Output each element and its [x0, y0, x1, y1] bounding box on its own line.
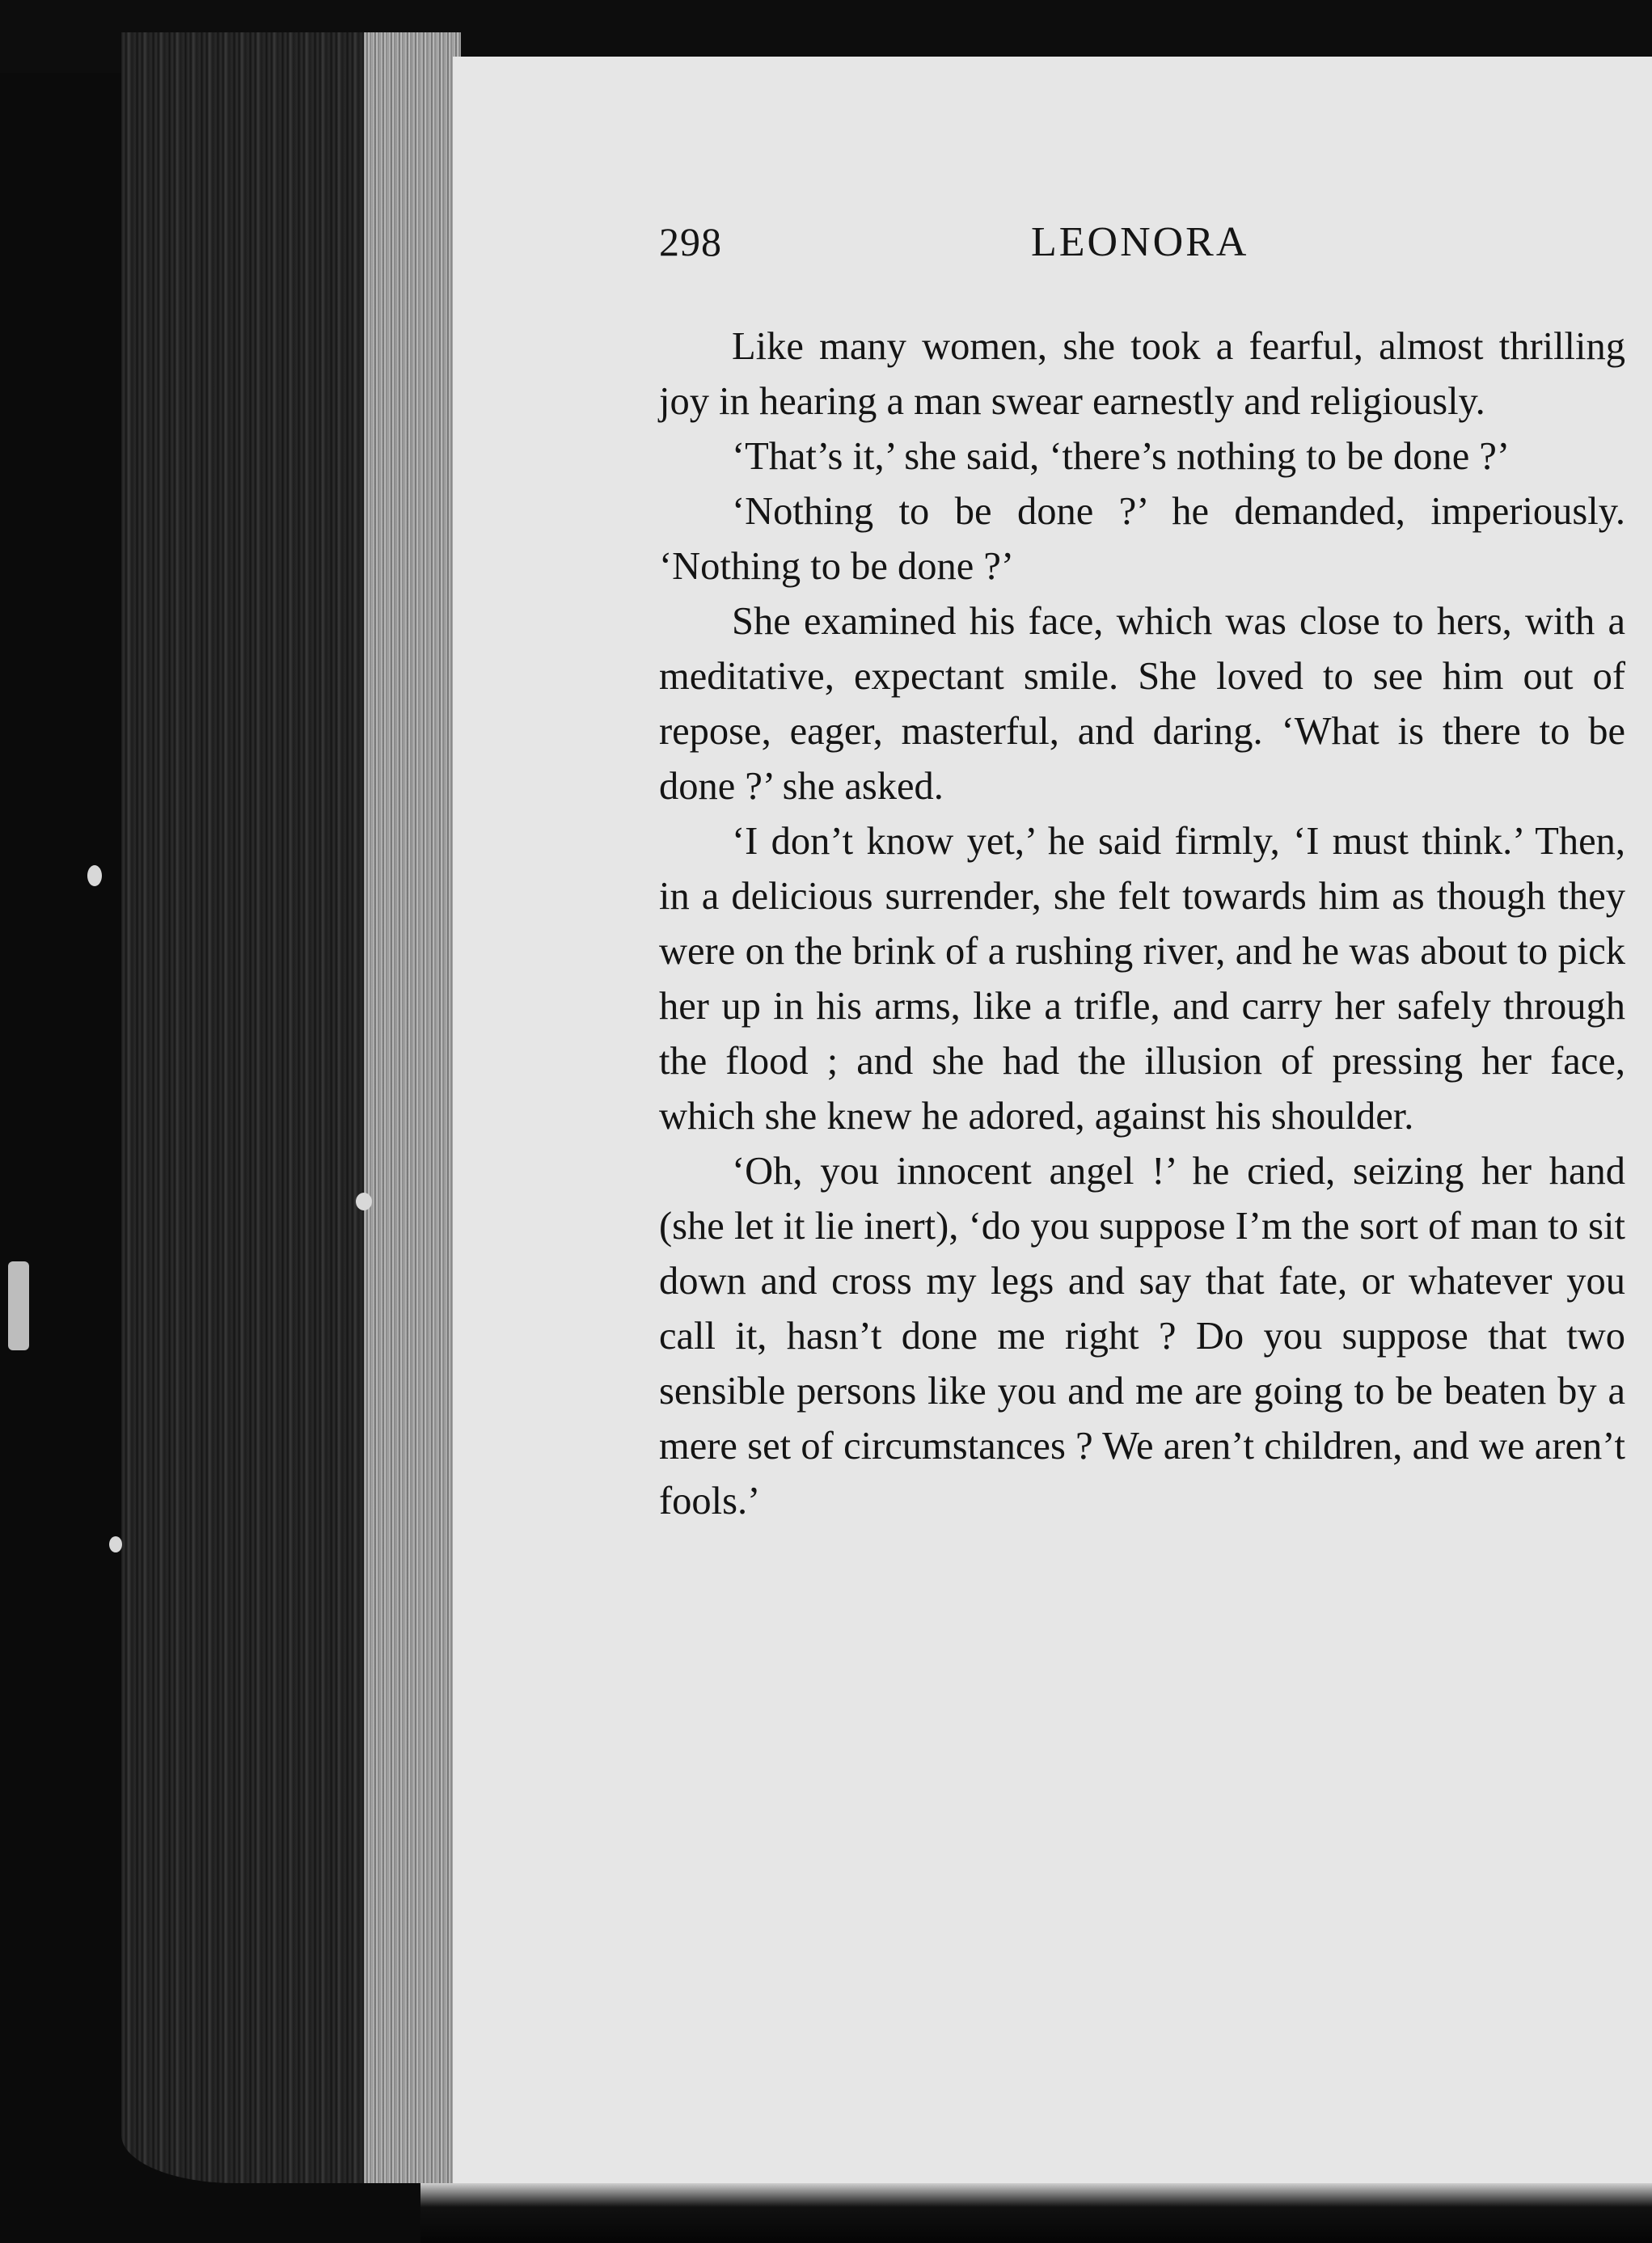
running-head	[659, 218, 1629, 283]
paragraph: ‘Nothing to be done ?’ he demanded, imperiously. ‘Nothing to be done ?’	[659, 490, 1625, 588]
dust-speck	[109, 1536, 122, 1552]
book-fore-edge	[121, 32, 461, 2183]
running-title: LEONORA	[1031, 219, 1249, 265]
paragraph: She examined his face, which was close to hers, with a meditative, expectant smile. She loved to see him out of repose, eager, masterful, and daring. ‘What is there to be done ?’ she asked.	[659, 600, 1625, 808]
body-text	[659, 319, 1625, 1529]
paragraph: ‘I don’t know yet,’ he said firmly, ‘I must think.’ Then, in a delicious surrender, she felt towards him as though they were on the brink of a rushing river, and he was about to pick her up in his arms, like a trifle, and carry her safely through the flood ; and she had the illusion of pressing her face, which she knew he adored, against his shoulder.	[659, 820, 1625, 1138]
dust-speck	[87, 865, 102, 886]
paragraph: Like many women, she took a fearful, almost thrilling joy in hearing a man swear earnestly and religiously.	[659, 325, 1625, 423]
paragraph: ‘Oh, you innocent angel !’ he cried, seizing her hand (she let it lie inert), ‘do you suppose I’m the sort of man to sit down and cross my legs and say that fate, or whatever you call it, hasn’t done me right ? Do you suppose that two sensible persons like you and me are going to be beaten by a mere set of circumstances ? We aren’t children, and we aren’t fools.’	[659, 1150, 1625, 1523]
dust-speck	[356, 1193, 372, 1210]
page-bottom-edge	[420, 2183, 1652, 2243]
page-number: 298	[659, 219, 722, 264]
paragraph: ‘That’s it,’ she said, ‘there’s nothing to be done ?’	[732, 435, 1510, 478]
dust-speck	[8, 1261, 29, 1350]
